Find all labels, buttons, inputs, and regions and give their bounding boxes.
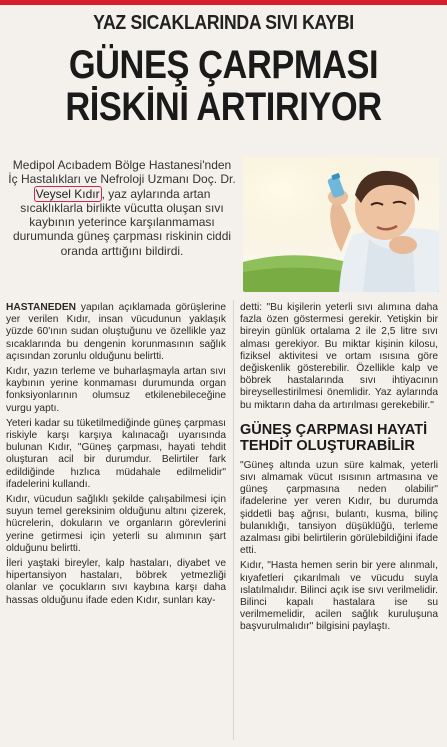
man-with-headache-photo [243, 157, 439, 292]
paragraph: detti: "Bu kişilerin yeterli sıvı alımına daha fazla özen göstermesi gerekir. Yetişkin bir bireyin günlük ortalama 2 ile 2,5 litre sıvı alması gerekiyor. Bu miktar kişinin kilosu, fiziksel aktivitesi ve ortam ısısına göre değiskenlik gösterebilir. Özellikle kalp ve böbrek hastalarında sıvı ihtiyacının bireysellestirilmesi önemlidir. Yaz aylarında bu miktarın daha da artırılması gerekebilir." [240, 302, 438, 411]
body-column-right [240, 302, 438, 637]
lead-paragraph [8, 158, 236, 258]
paragraph: Kıdır, "Hasta hemen serin bir yere alınmalı, kıyafetleri çıkarılmalı ve vücudu suyla ıslatılmalıdır. Bilinci açık ise sıvı verilmelidir. Bilinci kapalı hastalara ise su verilmemelidir, acilen sağlık kuruluşuna başvurulmalıdır" bilgisini paylaştı. [240, 560, 438, 633]
headline-line-1: GÜNEŞ ÇARPMASI [68, 43, 379, 87]
highlighted-name: Veysel Kıdır [35, 186, 100, 201]
lead-text-before: Medipol Acıbadem Bölge Hastanesi'nden İç Hastalıkları ve Nefroloji Uzmanı Doç. Dr. [8, 158, 236, 187]
subheading: GÜNEŞ ÇARPMASI HAYATİ TEHDİT OLUŞTURABİLİR [240, 421, 428, 454]
column-divider [233, 300, 234, 740]
paragraph: Kıdır, yazın terleme ve buharlaşmayla artan sıvı kaybının yerine konmaması durumunda organ fonksiyonlarının olumsuz etkilenebileceğine vurgu yaptı. [6, 366, 226, 414]
paragraph: Yeteri kadar su tüketilmediğinde güneş çarpması riskiyle karşı karşıya kalınacağı uyarısında bulunan Kıdır, "Güneş çarpması, hayati tehdit oluşturan acil bir durumdur. Belirtiler fark edildiğinde hızlıca müdahale edilmelidir" ifadelerini kullandı. [6, 417, 226, 490]
lead-text-after: , yaz aylarında artan sıcaklıklarla birlikte vücutta oluşan sıvı kaybının yeterince karşılanmaması durumunda güneş çarpması riskinin ciddi oranda arttığını bildirdi. [12, 186, 232, 258]
kicker: YAZ SICAKLARINDA SIVI KAYBI [93, 12, 354, 34]
top-accent-bar [0, 0, 447, 5]
paragraph [6, 302, 226, 363]
lead-word: HASTANEDEN [6, 302, 76, 313]
paragraph: Kıdır, vücudun sağlıklı şekilde çalışabilmesi için suyun temel gereksinim olduğunu altını çizerek, hücrelerin, dokuların ve organların görevlerini yerine getirmesi için yeterli su alımının şart olduğunu belirtti. [6, 494, 226, 554]
paragraph: İleri yaştaki bireyler, kalp hastaları, diyabet ve hipertansiyon hastaları, böbrek yetmezliği olanlar ve çocukların sıvı kaybına karşı daha hassas olduğunu ifade eden Kıdır, sunları kay- [6, 558, 226, 606]
paragraph: "Güneş altında uzun süre kalmak, yeterli sıvı almamak vücut ısısının artmasına ve güneş çarpmasına neden olabilir" ifadelerine yer veren Kıdır, bu durumda şiddetli baş ağrısı, bulantı, kusma, bilinç bulanıklığı, tansiyon düşüklüğü, terleme azalması gibi belirtilerin görülebildiğini ifade etti. [240, 459, 438, 557]
headline [31, 44, 415, 128]
paragraph-text: yapılan açıklamada görüşlerine yer verilen Kıdır, insan vücudunun yaklaşık yüzde 60'ının sudan oluştuğunu ve özellikle yaz sıcaklarında bu dengenin korunmasının sağlık açısından zorunlu olduğunu belirtti. [6, 302, 226, 362]
body-column-left [6, 302, 226, 610]
headline-line-2: RİSKİNİ ARTIRIYOR [65, 85, 382, 129]
